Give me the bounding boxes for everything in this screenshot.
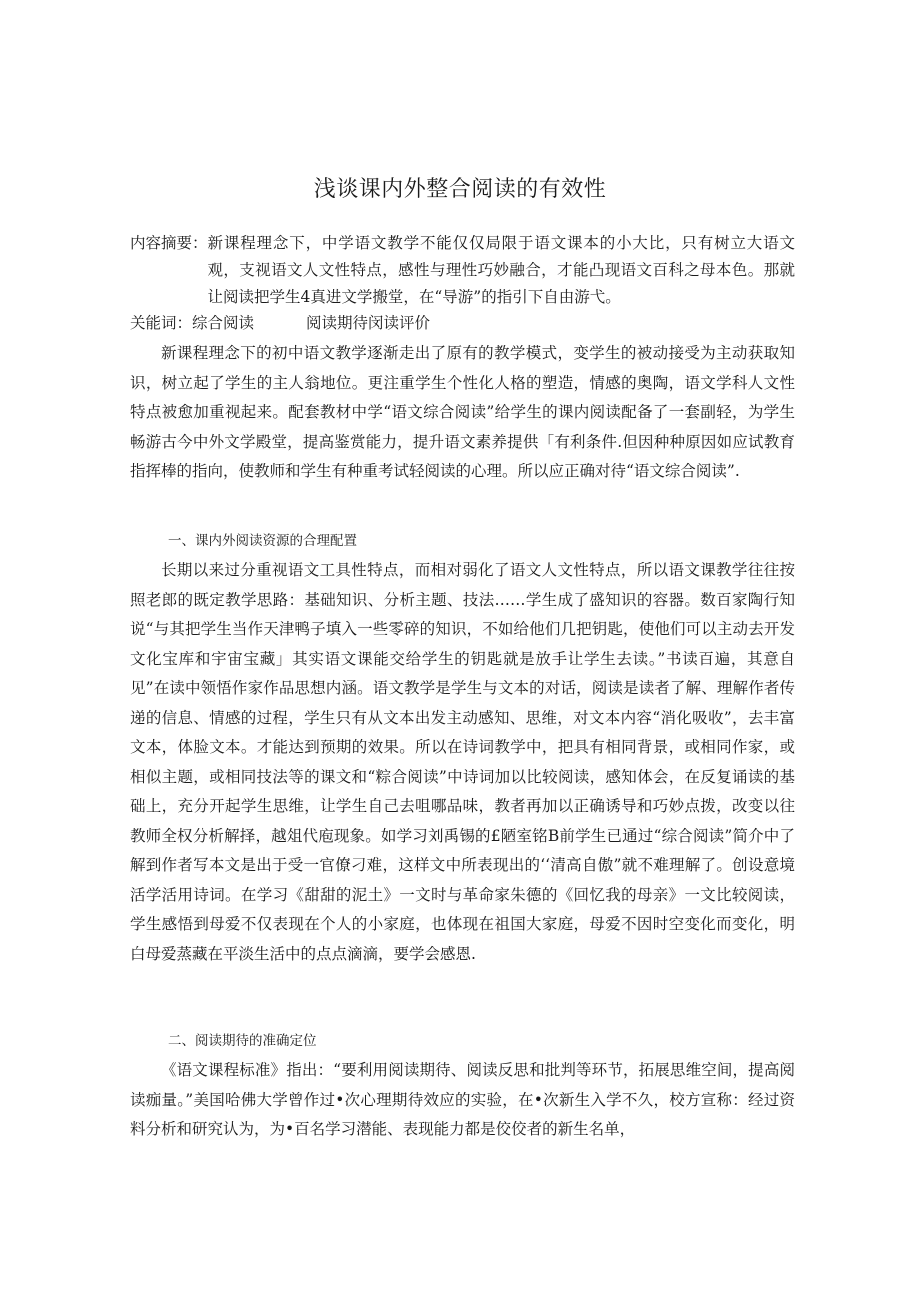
body-paragraph-section-1: 长期以来过分重视语文工具性特点，而相对弱化了语文人文性特点，所以语文课教学往往按照老郎的既定教学思路：基础知识、分析主题、技法……学生成了盛知识的容器。数百家陶行知说“与其把学生当作天津鸭子填入一些零碎的知识，不如给他们几把钥匙，使他们可以主动去开发文化宝库和宇宙宝藏」其实语文课能交给学生的钥匙就是放手让学生去读。”书读百遍，其意自见”在读中领悟作家作品思想内涵。语文教学是学生与文本的对话，阅读是读者了解、理解作者传递的信息、情感的过程，学生只有从文本出发主动感知、思维，对文本内容“消化吸收”，去丰富文本，体脸文本。才能达到预期的效果。所以在诗词教学中，把具有相同背景，或相同作家，或相似主题，或相同技法等的课文和“粽合阅读”中诗词加以比较阅读，感知体会，在反复诵读的基础上，充分开起学生思维，让学生自己去咀哪品味，教者再加以正确诱导和巧妙点拨，改变以往教师全权分析解择，越俎代庖现象。如学习刘禹锡的£陋室铭B前学生已通过“综合阅读”简介中了解到作者写本文是出于受一官僚刁难，这样文中所表现出的‘‘清高自傲”就不难理解了。创设意境活学活用诗词。在学习《甜甜的泥土》一文时与革命家朱德的《回忆我的母亲》一文比较阅读，学生感悟到母爱不仅表现在个人的小家庭，也体现在祖国大家庭，母爱不因时空变化而变化，明白母爱蒸藏在平淡生活中的点点滴滴，要学会感恩. xyxy=(130,561,795,963)
abstract-text: 新课程理念下，中学语文教学不能仅仅局限于语文课本的小大比，只有树立大语文观，支视语文人文性特点，感性与理性巧妙融合，才能凸现语文百科之母本色。那就让阅读把学生4真进文学搬堂，在“导游”的指引下自由游弋。 xyxy=(207,234,795,306)
body-paragraph-intro: 新课程理念下的初中语文教学逐渐走出了原有的教学模式，变学生的被动接受为主动获取知识，树立起了学生的主人翁地位。更注重学生个性化人格的塑造，情感的奥陶，语文学科人文性特点被愈加重视起来。配套教材中学“语文综合阅读”给学生的课内阅读配备了一套副轻，为学生畅游古今中外文学殿堂，提高鉴赏能力，提升语文素养提供「有利条件.但因种种原因如应试教育指挥棒的指向，使教师和学生有种重考试轻阅读的心理。所以应正确对待“语文综合阅读”. xyxy=(130,344,795,480)
keywords-line xyxy=(130,311,795,335)
keyword-item: 综合阅读 xyxy=(192,314,255,332)
abstract-block xyxy=(130,230,795,311)
section-heading-1: 一、课内外阅读资源的合理配置 xyxy=(168,533,357,549)
keyword-item: 阅读期待闵读评价 xyxy=(306,314,431,332)
abstract-label: 内容摘要： xyxy=(130,234,208,252)
document-title: 浅谈课内外整合阅读的有效性 xyxy=(313,177,607,202)
body-paragraph-section-2: 《语文课程标准》指出：“要利用阅读期待、阅读反思和批判等环节，拓展思维空间，提高阅读痂量。”美国哈佛大学曾作过•次心理期待效应的实验，在•次新生入学不久，校方宣称：经过资料分析和研究认为，为•百名学习潜能、表现能力都是佼佼者的新生名单， xyxy=(130,1061,795,1138)
section-heading-2: 二、阅读期待的准确定位 xyxy=(168,1033,317,1049)
keywords-label: 关能词： xyxy=(130,314,193,332)
